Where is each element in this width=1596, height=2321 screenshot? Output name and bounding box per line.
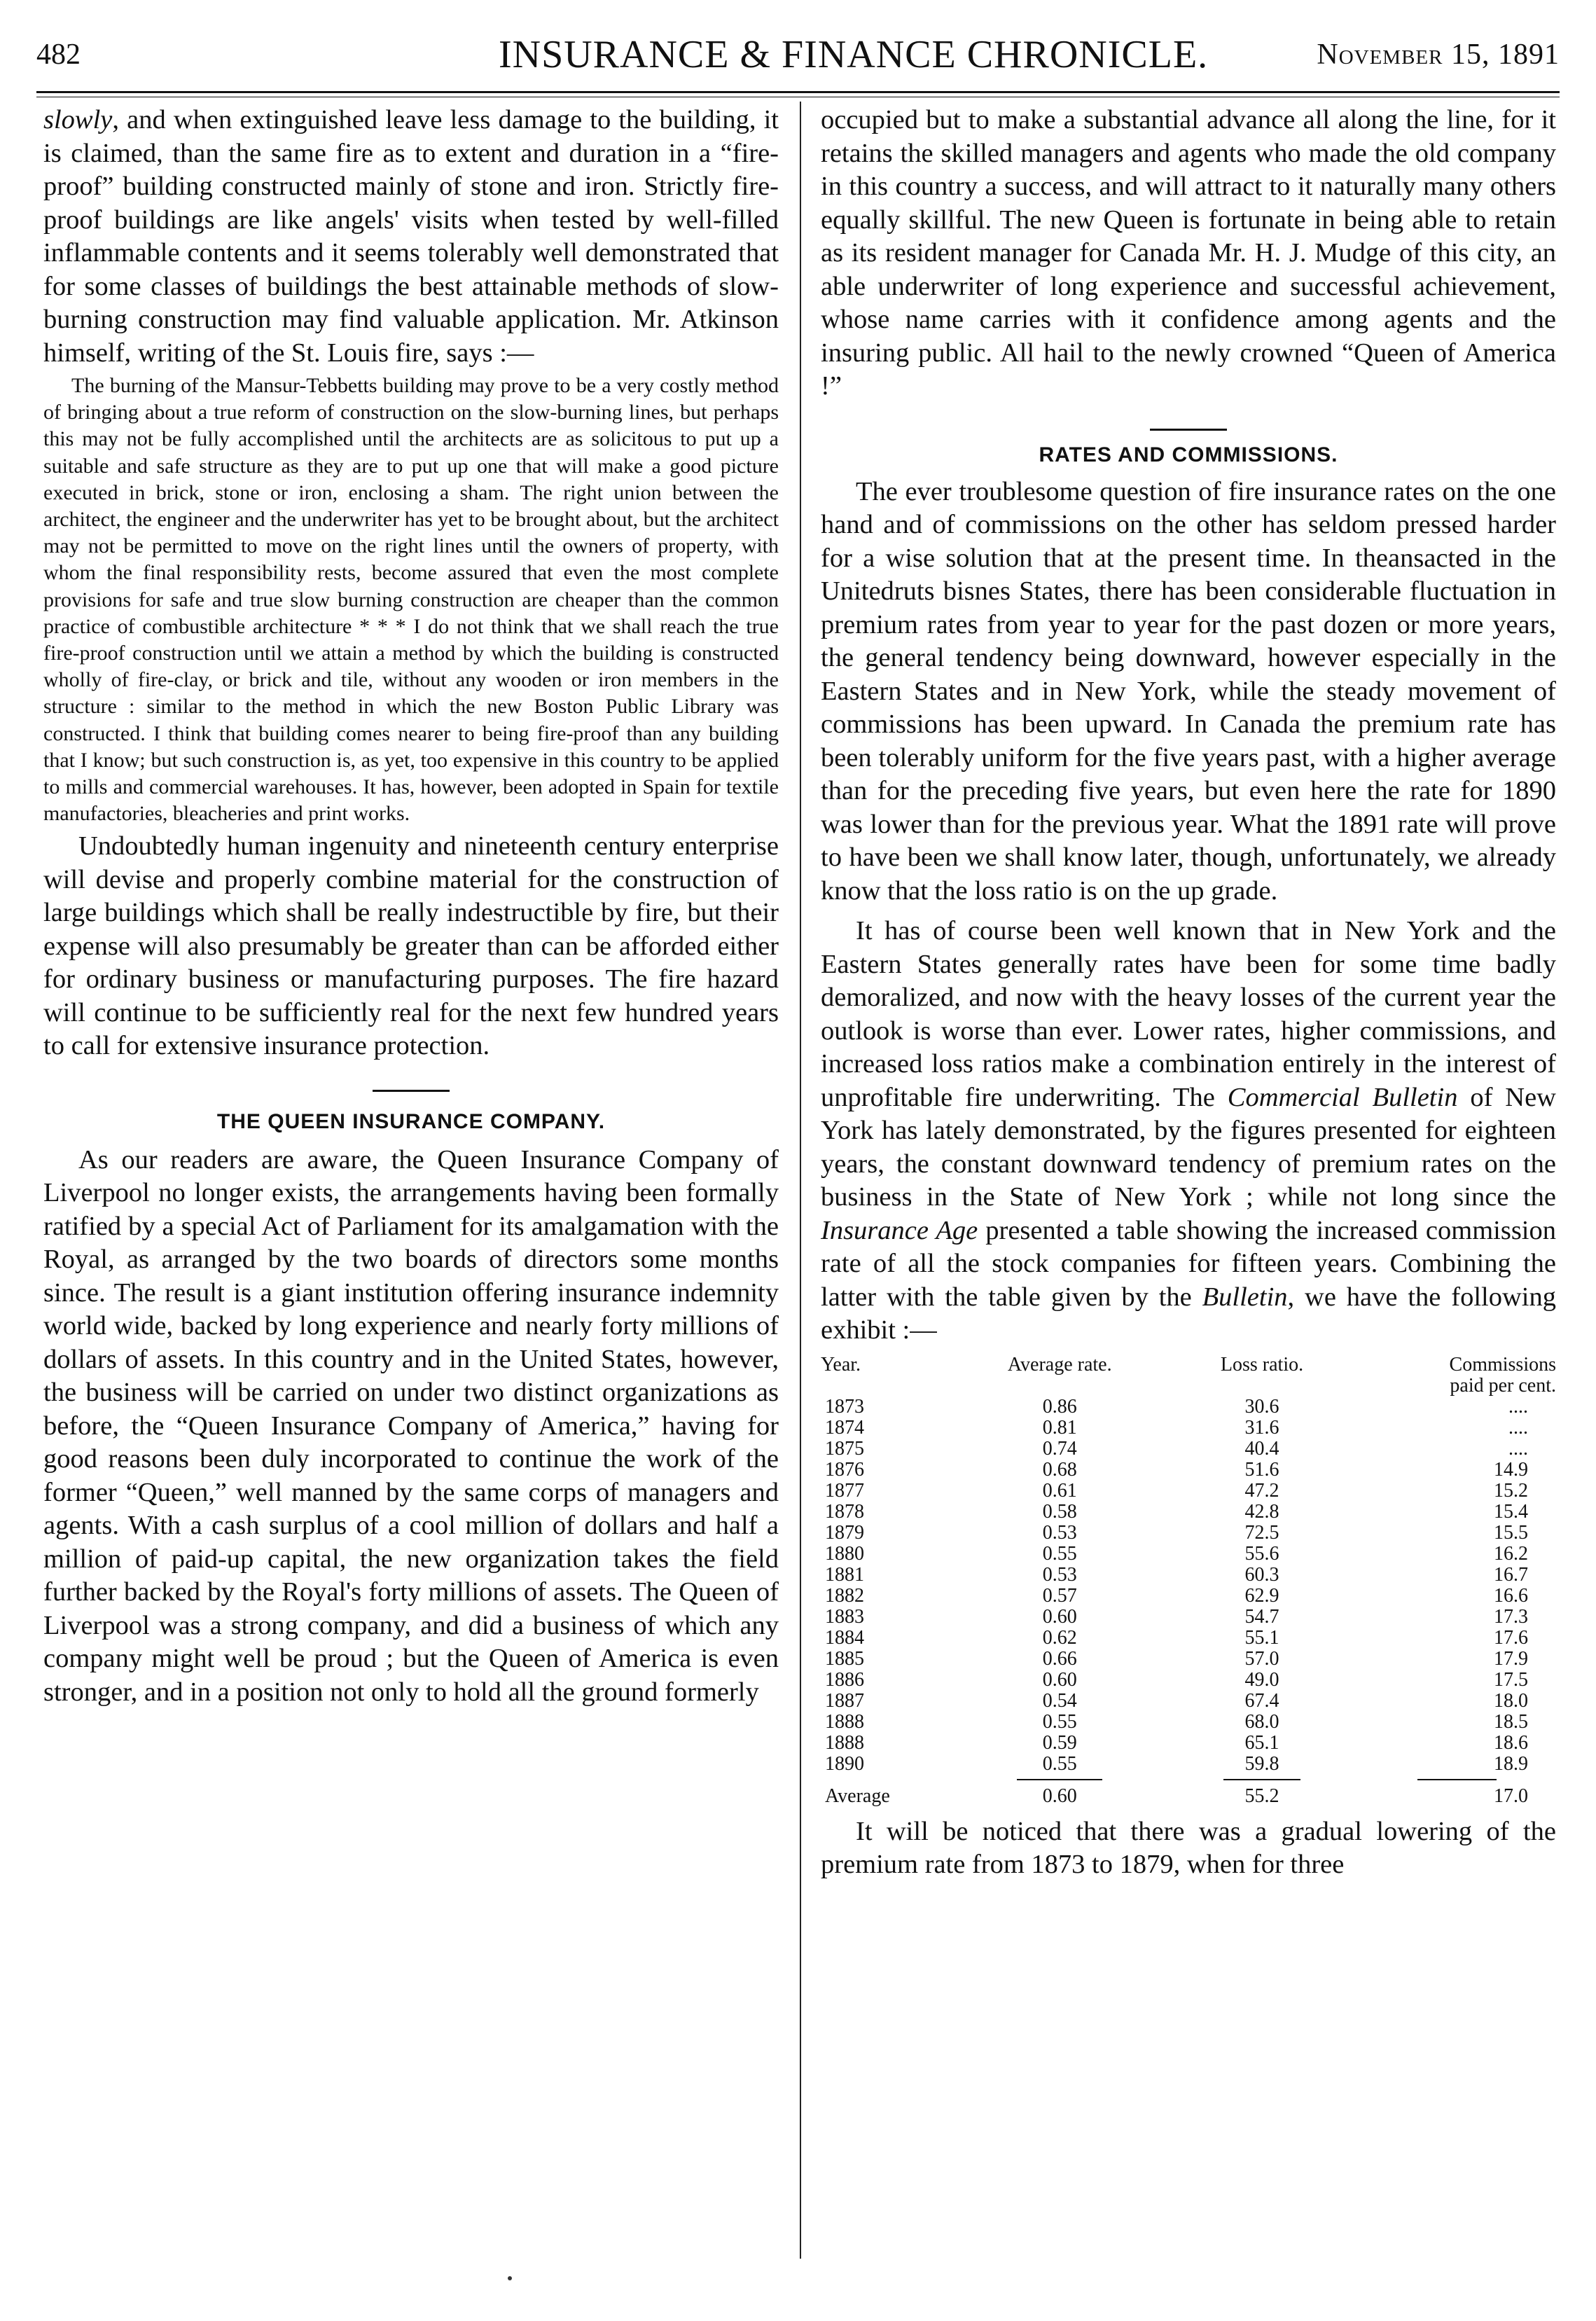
row-year: 1885 <box>825 1647 864 1670</box>
row-rate: 0.58 <box>1042 1500 1077 1523</box>
row-loss: 47.2 <box>1244 1479 1279 1502</box>
row-year: 1888 <box>825 1731 864 1754</box>
table-row <box>821 1712 1556 1733</box>
row-loss: 40.4 <box>1244 1437 1279 1460</box>
table-row <box>821 1670 1556 1691</box>
intro-text: , and when extinguished leave less damage to the building, it is claimed, than the same fire as to extent and duration in a “fire-proof” building constructed mainly of stone and iron. Strictly fire-proof buildings are like angels' visits when tested by well-filled inflammable contents and it seems tolerably well demonstrated that for some classes of buildings the best attainable methods of slow-burning construction may find valuable application. Mr. Atkinson himself, writing of the St. Louis fire, says :— <box>43 105 779 368</box>
row-year: 1878 <box>825 1500 864 1523</box>
table-row <box>821 1754 1556 1775</box>
table-row <box>821 1523 1556 1544</box>
row-rate: 0.54 <box>1042 1689 1077 1712</box>
row-loss: 55.1 <box>1244 1626 1279 1649</box>
average-rate: 0.60 <box>1042 1785 1077 1807</box>
row-year: 1887 <box>825 1689 864 1712</box>
table-row <box>821 1397 1556 1418</box>
row-commission: 17.3 <box>1494 1605 1528 1628</box>
row-year: 1883 <box>825 1605 864 1628</box>
row-commission: .... <box>1508 1395 1528 1418</box>
row-year: 1873 <box>825 1395 864 1418</box>
row-rate: 0.53 <box>1042 1563 1077 1586</box>
table-row <box>821 1691 1556 1712</box>
row-commission: 18.5 <box>1494 1710 1528 1733</box>
column-divider <box>800 102 801 2259</box>
table-row <box>821 1586 1556 1607</box>
row-rate: 0.55 <box>1042 1542 1077 1565</box>
closing-paragraph: It will be noticed that there was a gradual lowering of the premium rate from 1873 to 1879, when for three <box>821 1816 1556 1879</box>
table-row <box>821 1565 1556 1586</box>
row-loss: 65.1 <box>1244 1731 1279 1754</box>
row-rate: 0.81 <box>1042 1416 1077 1439</box>
table-body <box>821 1397 1556 1775</box>
rates-paragraph-1: The ever troublesome question of fire insurance rates on the one hand and of commissions on the other has seldom pressed harder for a wise solution that at the present time. In theansacted in the Unitedruts bisnes States, there has been considerable fluctuation in premium rates from year to year for the past dozen or more years, the general tendency being downward, however especially in the Eastern States and in New York, while the steady movement of commissions has been upward. In Canada the premium rate has been tolerably uniform for the five years past, with a higher average than for the preceding five years, but even here the rate for 1890 was lower than for the previous year. What the 1891 rate will prove to have been we shall know later, though, unfortunately, we already know that the loss ratio is on the up grade. <box>821 476 1556 906</box>
table-row <box>821 1439 1556 1460</box>
row-loss: 59.8 <box>1244 1752 1279 1775</box>
row-rate: 0.68 <box>1042 1458 1077 1481</box>
table-sum-rule-row <box>821 1775 1556 1785</box>
row-commission: 18.9 <box>1494 1752 1528 1775</box>
row-commission: .... <box>1508 1437 1528 1460</box>
header-year: Year. <box>821 1353 861 1376</box>
row-commission: 16.7 <box>1494 1563 1528 1586</box>
rates-text-d: , we have the following exhibit :— <box>821 1282 1556 1345</box>
commercial-bulletin-title: Commercial Bulletin <box>1227 1082 1458 1112</box>
row-loss: 57.0 <box>1244 1647 1279 1670</box>
row-rate: 0.62 <box>1042 1626 1077 1649</box>
row-commission: 15.2 <box>1494 1479 1528 1502</box>
row-loss: 72.5 <box>1244 1521 1279 1544</box>
header-commissions-line1: Commissions <box>1449 1353 1556 1376</box>
row-year: 1880 <box>825 1542 864 1565</box>
queen-heading: THE QUEEN INSURANCE COMPANY. <box>216 1109 606 1133</box>
printer-mark <box>508 2276 512 2280</box>
rates-text-b: of New York has lately demonstrated, by the figures presented for eighteen years, the constant downward tendency of premium rates on the business in the State of New York ; while not long since the <box>821 1082 1556 1212</box>
intro-lead-word: slowly <box>43 105 113 134</box>
table-average-row <box>821 1785 1556 1807</box>
table-header-row <box>821 1355 1556 1397</box>
section-rule <box>373 1090 450 1092</box>
atkinson-quote: The burning of the Mansur-Tebbetts building may prove to be a very costly method of bringing about a true reform of construction on the slow-burning lines, but perhaps this may not be fully accomplished until the architects are as solicitous to put up a suitable and safe structure as they are to put up one that will make a good picture executed in brick, stone or iron, enclosing a sham. The right union between the architect, the engineer and the underwriter has yet to be brought about, but the architect may not be permitted to move on the right lines until the owners of property, with whom the final responsibility rests, become assured that even the most complete provisions for safe and true slow burning construction are cheaper than the common practice of combustible architecture * * * I do not think that we shall reach the true fire-proof construction until we attain a method by which the building is constructed wholly of fire-clay, or brick and tile, without any wooden or iron members in the structure : similar to the method in which the new Boston Public Library was constructed. I think that building comes nearer to being fire-proof than any building that I know; but such construction is, as yet, too expensive in this country to be applied to mills and commercial warehouses. It has, however, been adopted in Spain for textile manufactories, bleacheries and print works. <box>43 374 779 826</box>
row-year: 1879 <box>825 1521 864 1544</box>
row-loss: 62.9 <box>1244 1584 1279 1607</box>
left-column <box>43 104 779 1709</box>
intro-paragraph <box>43 104 779 370</box>
average-label: Average <box>825 1785 890 1807</box>
row-year: 1874 <box>825 1416 864 1439</box>
table-row <box>821 1460 1556 1481</box>
row-rate: 0.86 <box>1042 1395 1077 1418</box>
row-year: 1890 <box>825 1752 864 1775</box>
row-commission: 15.4 <box>1494 1500 1528 1523</box>
row-loss: 49.0 <box>1244 1668 1279 1691</box>
header-commissions-line2: paid per cent. <box>1450 1374 1556 1397</box>
header-loss-ratio: Loss ratio. <box>1220 1353 1304 1376</box>
rates-text-a: It has of course been well known that in New York and the Eastern States generally rates have been for some time badly demoralized, and now with the heavy losses of the current year the outlook is worse than ever. Lower rates, higher commissions, and increased loss ratios make a combination entirely in the interest of unprofitable fire underwriting. The <box>821 916 1556 1112</box>
table-row <box>821 1544 1556 1565</box>
row-commission: 17.5 <box>1494 1668 1528 1691</box>
bulletin-title: Bulletin <box>1202 1282 1288 1312</box>
row-commission: 18.0 <box>1494 1689 1528 1712</box>
row-loss: 31.6 <box>1244 1416 1279 1439</box>
row-year: 1886 <box>825 1668 864 1691</box>
row-commission: 15.5 <box>1494 1521 1528 1544</box>
row-rate: 0.66 <box>1042 1647 1077 1670</box>
row-loss: 55.6 <box>1244 1542 1279 1565</box>
row-year: 1875 <box>825 1437 864 1460</box>
row-commission: 18.6 <box>1494 1731 1528 1754</box>
row-rate: 0.74 <box>1042 1437 1077 1460</box>
publication-title: INSURANCE & FINANCE CHRONICLE. <box>499 33 1209 76</box>
row-year: 1881 <box>825 1563 864 1586</box>
right-column <box>821 104 1556 1882</box>
row-commission: 17.9 <box>1494 1647 1528 1670</box>
queen-continuation: occupied but to make a substantial advance all along the line, for it retains the skilled managers and agents who made the old company in this country a success, and will attract to it naturally many others equally skillful. The new Queen is fortunate in being able to retain as its resident manager for Canada Mr. H. J. Mudge of this city, an able underwriter of long experience and successful achievement, whose name carries with it confidence among agents and the insuring public. All hail to the newly crowned “Queen of America !” <box>821 105 1556 401</box>
insurance-age-title: Insurance Age <box>821 1215 978 1245</box>
row-loss: 54.7 <box>1244 1605 1279 1628</box>
ingenuity-paragraph: Undoubtedly human ingenuity and nineteenth century enterprise will devise and properly combine material for the construction of large buildings which shall be really indestructible by fire, but their expense will also presumably be greater than can be afforded either for ordinary business or manufacturing purposes. The fire hazard will continue to be sufficiently real for the next few hundred years to call for extensive insurance protection. <box>43 831 779 1061</box>
page-number: 482 <box>36 39 81 71</box>
row-loss: 68.0 <box>1244 1710 1279 1733</box>
row-rate: 0.59 <box>1042 1731 1077 1754</box>
row-commission: .... <box>1508 1416 1528 1439</box>
row-rate: 0.60 <box>1042 1605 1077 1628</box>
row-rate: 0.60 <box>1042 1668 1077 1691</box>
table-row <box>821 1628 1556 1649</box>
header-rule <box>36 91 1560 93</box>
section-rule <box>1150 429 1227 431</box>
queen-paragraph: As our readers are aware, the Queen Insurance Company of Liverpool no longer exists, the arrangements having been formally ratified by a special Act of Parliament for its amalgamation with the Royal, as arranged by the two boards of directors some months since. The result is a giant institution offering insurance indemnity world wide, backed by long experience and nearly forty millions of dollars of assets. In this country and in the United States, however, the business will be carried on under two distinct organizations as before, the “Queen Insurance Company of America,” having for good reasons been duly incorporated to continue the work of the former “Queen,” well manned by the same corps of managers and agents. With a cash surplus of a cool million of dollars and half a million of paid-up capital, the new organization takes the field further backed by the Royal's forty millions of assets. The Queen of Liverpool was a strong company, and did a business of which any company might well be proud ; but the Queen of America is even stronger, and in a position not only to hold all the ground formerly <box>43 1144 779 1707</box>
row-commission: 16.6 <box>1494 1584 1528 1607</box>
table-row <box>821 1733 1556 1754</box>
row-rate: 0.57 <box>1042 1584 1077 1607</box>
average-commission: 17.0 <box>1494 1785 1528 1807</box>
row-year: 1884 <box>825 1626 864 1649</box>
rates-paragraph-2 <box>821 915 1556 1347</box>
row-loss: 60.3 <box>1244 1563 1279 1586</box>
row-loss: 42.8 <box>1244 1500 1279 1523</box>
table-row <box>821 1502 1556 1523</box>
row-year: 1882 <box>825 1584 864 1607</box>
page-header <box>36 32 1560 88</box>
row-commission: 17.6 <box>1494 1626 1528 1649</box>
row-rate: 0.55 <box>1042 1710 1077 1733</box>
row-loss: 51.6 <box>1244 1458 1279 1481</box>
table-row <box>821 1649 1556 1670</box>
row-rate: 0.53 <box>1042 1521 1077 1544</box>
row-loss: 67.4 <box>1244 1689 1279 1712</box>
average-loss: 55.2 <box>1244 1785 1279 1807</box>
header-average-rate: Average rate. <box>1007 1353 1112 1376</box>
rates-text-c: presented a table showing the increased commission rate of all the stock companies for fifteen years. Combining the latter with the table given by the <box>821 1215 1556 1312</box>
header-commissions <box>1358 1355 1557 1397</box>
row-year: 1876 <box>825 1458 864 1481</box>
row-commission: 14.9 <box>1494 1458 1528 1481</box>
rates-table <box>821 1355 1556 1807</box>
row-rate: 0.55 <box>1042 1752 1077 1775</box>
rates-heading: RATES AND COMMISSIONS. <box>1039 443 1338 466</box>
row-rate: 0.61 <box>1042 1479 1077 1502</box>
row-year: 1888 <box>825 1710 864 1733</box>
row-loss: 30.6 <box>1244 1395 1279 1418</box>
table-row <box>821 1607 1556 1628</box>
table-row <box>821 1481 1556 1502</box>
row-year: 1877 <box>825 1479 864 1502</box>
issue-date: November 15, 1891 <box>1317 39 1560 71</box>
table-row <box>821 1418 1556 1439</box>
row-commission: 16.2 <box>1494 1542 1528 1565</box>
